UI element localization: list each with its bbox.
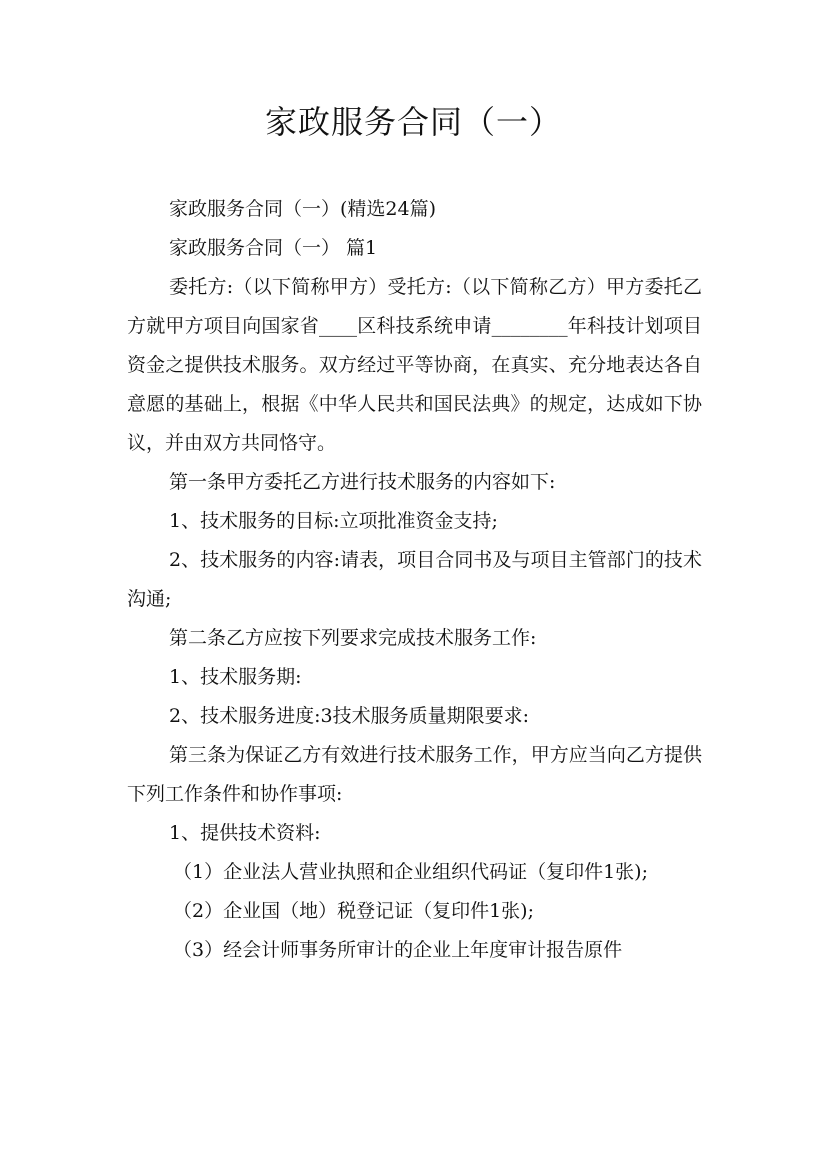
document-title: 家政服务合同（一） [264,103,562,141]
paragraph-article-2: 第二条乙方应按下列要求完成技术服务工作: [169,627,537,649]
paragraph-subtitle: 家政服务合同（一）(精选24篇) [169,198,437,220]
paragraph-article-3: 第三条为保证乙方有效进行技术服务工作，甲方应当向乙方提供下列工作条件和协作事项: [127,744,702,805]
paragraph-article-3-subitem-1: （1）企业法人营业执照和企业组织代码证（复印件1张); [173,861,648,883]
paragraph-article-3-subitem-2: （2）企业国（地）税登记证（复印件1张); [173,900,534,922]
document-body [127,190,702,970]
paragraph-section-heading: 家政服务合同（一） 篇1 [169,237,378,259]
paragraph-article-3-subitem-3: （3）经会计师事务所审计的企业上年度审计报告原件 [173,939,623,961]
paragraph-article-1-item-1: 1、技术服务的目标:立项批准资金支持; [169,510,498,532]
paragraph-intro: 委托方:（以下简称甲方）受托方:（以下简称乙方）甲方委托乙方就甲方项目向国家省____区科技系统申请________年科技计划项目资金之提供技术服务。双方经过平等协商，在真实、充分地表达各自意愿的基础上，根据《中华人民共和国民法典》的规定，达成如下协议，并由双方共同恪守。 [127,276,702,454]
paragraph-article-2-item-2: 2、技术服务进度:3技术服务质量期限要求: [169,705,529,727]
paragraph-article-2-item-1: 1、技术服务期: [169,666,302,688]
paragraph-article-3-item-1: 1、提供技术资料: [169,822,321,844]
paragraph-article-1-item-2: 2、技术服务的内容:请表，项目合同书及与项目主管部门的技术沟通; [127,549,702,610]
paragraph-article-1: 第一条甲方委托乙方进行技术服务的内容如下: [169,471,556,493]
